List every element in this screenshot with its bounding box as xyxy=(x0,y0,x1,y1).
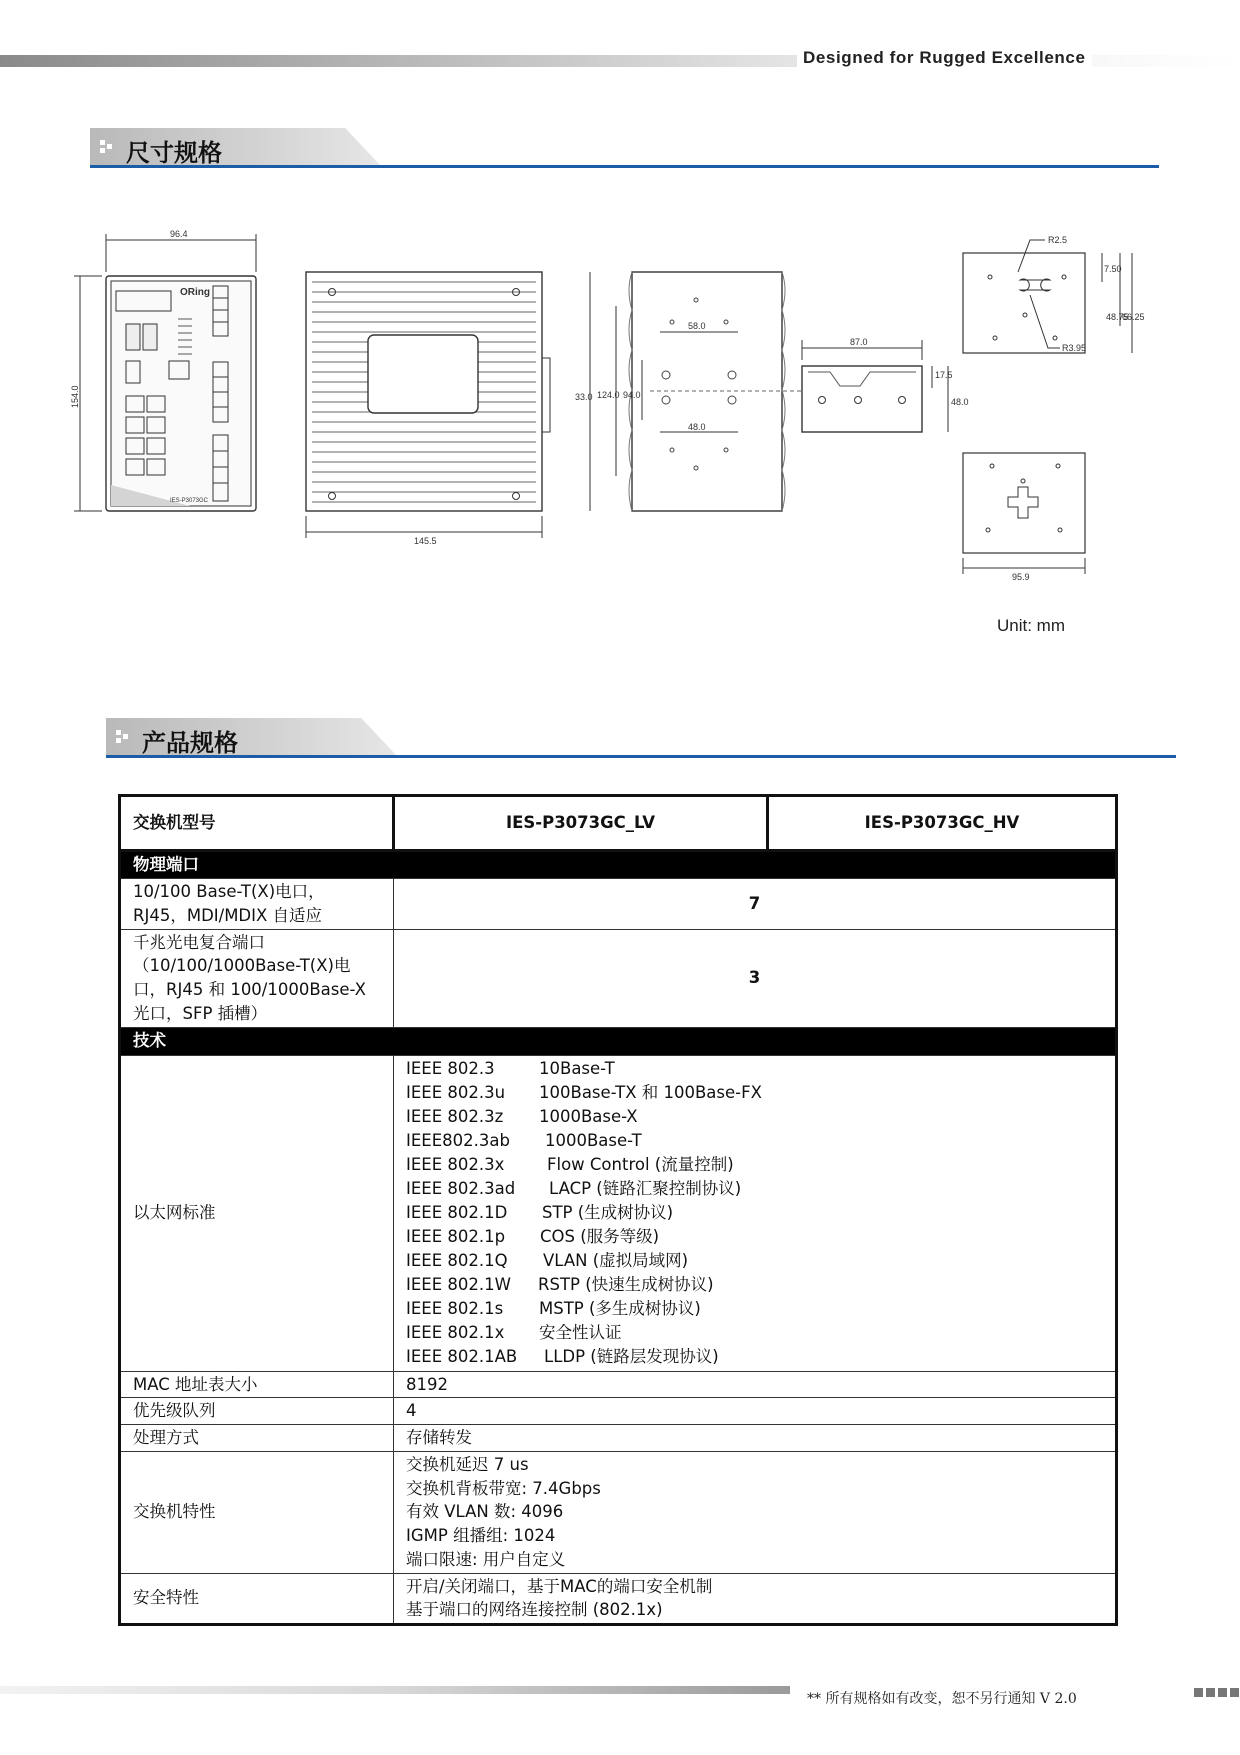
section-rule xyxy=(90,165,1159,168)
feature-line: 交换机背板带宽: 7.4Gbps xyxy=(406,1478,601,1498)
standard-desc: VLAN (虚拟局域网) xyxy=(543,1251,689,1271)
row-label-line: RJ45，MDI/MDIX 自适应 xyxy=(133,905,323,925)
dim-rear-3: 58.0 xyxy=(688,321,706,331)
feature-line: 交换机延迟 7 us xyxy=(406,1454,529,1474)
row-label: 以太网标准 xyxy=(120,1055,394,1371)
model-hv: IES-P3073GC_HV xyxy=(768,796,1117,851)
row-label: 优先级队列 xyxy=(120,1398,394,1425)
dim-rear-2: 94.0 xyxy=(623,390,641,400)
standard-id: IEEE 802.3 xyxy=(406,1058,495,1078)
standard-line xyxy=(406,1081,1103,1105)
feature-line: 端口限速: 用户自定义 xyxy=(406,1549,566,1569)
dim-rail-0: 87.0 xyxy=(850,337,868,347)
wall-plate-bottom-drawing xyxy=(963,453,1085,574)
dim-front-width: 96.4 xyxy=(170,229,188,239)
standard-line xyxy=(406,1177,1103,1201)
row-label: 交换机特性 xyxy=(120,1451,394,1573)
row-label xyxy=(120,879,394,930)
row-label-line: 10/100 Base-T(X)电口， xyxy=(133,882,325,901)
standard-id: IEEE 802.3u xyxy=(406,1082,506,1102)
dim-rear-4: 48.0 xyxy=(688,422,706,432)
category-row xyxy=(120,1027,1117,1055)
standard-line xyxy=(406,1249,1103,1273)
dim-rail-2: 48.0 xyxy=(951,397,969,407)
ethernet-standards-list xyxy=(394,1055,1117,1371)
table-row xyxy=(120,929,1117,1027)
row-label: MAC 地址表大小 xyxy=(120,1371,394,1398)
row-value xyxy=(394,1451,1117,1573)
standard-line xyxy=(406,1297,1103,1321)
feature-line: IGMP 组播组: 1024 xyxy=(406,1526,556,1546)
bullet-squares-icon xyxy=(116,730,130,744)
standard-line xyxy=(406,1057,1103,1081)
standard-desc: RSTP (快速生成树协议) xyxy=(538,1275,714,1295)
section-header-product-specs xyxy=(106,718,1176,758)
row-label: 处理方式 xyxy=(120,1425,394,1452)
section-title: 产品规格 xyxy=(142,729,238,757)
footer-squares-icon xyxy=(1194,1688,1239,1697)
section-rule xyxy=(106,755,1176,758)
footer-gradient-bar xyxy=(0,1686,790,1694)
standard-id: IEEE802.3ab xyxy=(406,1130,510,1150)
row-value: 4 xyxy=(394,1398,1117,1425)
standard-id: IEEE 802.1W xyxy=(406,1275,511,1295)
row-value: 8192 xyxy=(394,1371,1117,1398)
table-row xyxy=(120,879,1117,930)
standard-line xyxy=(406,1321,1103,1345)
model-lv: IES-P3073GC_LV xyxy=(394,796,768,851)
category-row xyxy=(120,851,1117,879)
row-value: 3 xyxy=(394,929,1117,1027)
row-label xyxy=(120,929,394,1027)
table-header-row xyxy=(120,796,1117,851)
standard-desc: 安全性认证 xyxy=(539,1323,622,1343)
standard-desc: Flow Control (流量控制) xyxy=(547,1154,734,1174)
standard-desc: 10Base-T xyxy=(539,1058,615,1078)
table-row xyxy=(120,1055,1117,1371)
standard-id: IEEE 802.1s xyxy=(406,1299,504,1319)
standard-id: IEEE 802.3x xyxy=(406,1154,505,1174)
dim-plate-0: R2.5 xyxy=(1048,235,1068,245)
feature-line: 开启/关闭端口，基于MAC的端口安全机制 xyxy=(406,1576,713,1596)
row-label-line: 口，RJ45 和 100/1000Base-X xyxy=(133,980,366,999)
model-column-label: 交换机型号 xyxy=(120,796,394,851)
din-rail-drawing xyxy=(650,340,948,432)
row-label: 安全特性 xyxy=(120,1573,394,1625)
standard-desc: STP (生成树协议) xyxy=(542,1202,674,1222)
dim-plate-4: R3.95 xyxy=(1062,343,1087,353)
brand-logo-text: ORing xyxy=(180,287,210,298)
standard-id: IEEE 802.1D xyxy=(406,1202,508,1222)
standard-id: IEEE 802.1Q xyxy=(406,1251,508,1271)
standard-line xyxy=(406,1153,1103,1177)
spec-table xyxy=(118,794,1118,1626)
dim-plate-2: 48.75 xyxy=(1106,312,1129,322)
dim-plate-1: 7.50 xyxy=(1104,264,1122,274)
standard-desc: COS (服务等级) xyxy=(540,1227,660,1247)
standard-desc: 1000Base-X xyxy=(539,1106,638,1126)
dim-front-height: 154.0 xyxy=(70,385,80,408)
standard-line xyxy=(406,1225,1103,1249)
footer-note: ** 所有规格如有改变，恕不另行通知 V 2.0 xyxy=(807,1691,1077,1707)
standard-id: IEEE 802.3z xyxy=(406,1106,504,1126)
standard-line xyxy=(406,1345,1103,1369)
standard-id: IEEE 802.1x xyxy=(406,1323,505,1343)
dim-side-width: 145.5 xyxy=(414,536,437,546)
row-value: 存储转发 xyxy=(394,1425,1117,1452)
row-value xyxy=(394,1573,1117,1625)
standard-line xyxy=(406,1273,1103,1297)
section-title: 尺寸规格 xyxy=(126,139,222,167)
section-header-dimensions xyxy=(90,128,1159,168)
table-row xyxy=(120,1573,1117,1625)
table-row xyxy=(120,1451,1117,1573)
dim-rear-1: 124.0 xyxy=(597,390,620,400)
wall-plate-top-drawing xyxy=(963,240,1132,353)
front-model-label: IES-P3073GC xyxy=(170,498,209,504)
row-value: 7 xyxy=(394,879,1117,930)
unit-label: Unit: mm xyxy=(997,616,1065,635)
header-tagline: Designed for Rugged Excellence xyxy=(797,48,1092,68)
side-view-drawing xyxy=(306,272,550,538)
standard-line xyxy=(406,1201,1103,1225)
bullet-squares-icon xyxy=(100,140,114,154)
category-technology: 技术 xyxy=(120,1027,1117,1055)
dim-rear-0: 33.0 xyxy=(575,392,593,402)
standard-id: IEEE 802.1p xyxy=(406,1227,506,1247)
row-label-line: 光口，SFP 插槽） xyxy=(133,1003,268,1023)
standard-desc: MSTP (多生成树协议) xyxy=(539,1299,701,1319)
dim-plate-3: 66.25 xyxy=(1122,312,1145,322)
standard-desc: LACP (链路汇聚控制协议) xyxy=(549,1178,742,1198)
standard-desc: 1000Base-T xyxy=(545,1130,642,1150)
standard-desc: 100Base-TX 和 100Base-FX xyxy=(539,1082,762,1102)
standard-line xyxy=(406,1105,1103,1129)
standard-desc: LLDP (链路层发现协议) xyxy=(544,1347,719,1367)
feature-line: 基于端口的网络连接控制 (802.1x) xyxy=(406,1600,663,1620)
row-label-line: （10/100/1000Base-T(X)电 xyxy=(133,956,351,976)
standard-id: IEEE 802.1AB xyxy=(406,1347,518,1367)
table-row xyxy=(120,1425,1117,1452)
standard-line xyxy=(406,1129,1103,1153)
row-label-line: 千兆光电复合端口 xyxy=(133,932,265,952)
dim-rail-1: 17.5 xyxy=(935,370,953,380)
feature-line: 有效 VLAN 数: 4096 xyxy=(406,1502,564,1522)
category-physical-ports: 物理端口 xyxy=(120,851,1117,879)
front-view-drawing xyxy=(74,234,256,511)
dim-plate-5: 95.9 xyxy=(1012,572,1030,582)
standard-id: IEEE 802.3ad xyxy=(406,1178,516,1198)
table-row xyxy=(120,1398,1117,1425)
table-row xyxy=(120,1371,1117,1398)
dimension-drawings xyxy=(70,210,1145,600)
